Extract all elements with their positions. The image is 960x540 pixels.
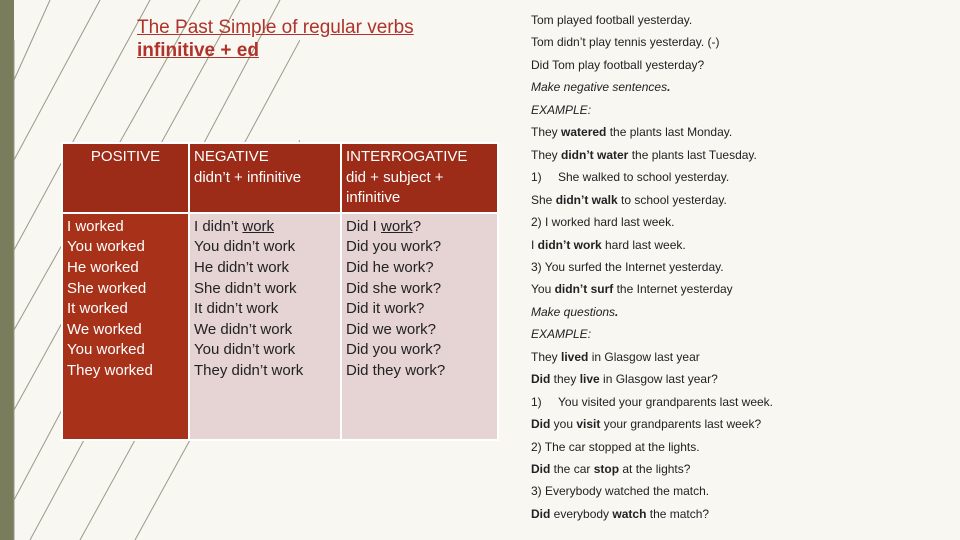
interrogative-prefix: Did I: [346, 217, 382, 235]
positive-item: We worked: [67, 320, 142, 338]
emphasis-text: didn’t work: [537, 237, 602, 252]
title-line-1: The Past Simple of regular verbs: [137, 17, 414, 38]
negative-prefix: I didn’t: [194, 217, 243, 235]
exercise-text: EXAMPLE:: [531, 327, 592, 342]
exercise-text: Tom didn’t play tennis yesterday. (-): [531, 35, 720, 50]
negative-verb-underlined: work: [242, 217, 275, 235]
interrogative-item: Did you work?: [346, 341, 442, 359]
negative-item: They didn’t work: [194, 361, 304, 379]
exercise-text: You visited your grandparents last week.: [558, 394, 774, 409]
header-negative: [189, 143, 341, 213]
exercise-text: Did Tom play football yesterday?: [531, 57, 705, 72]
slide-title: [137, 16, 414, 62]
title-line-2: infinitive + ed: [137, 40, 259, 61]
interrogative-verb-underlined: work: [381, 217, 413, 235]
exercise-text: I: [531, 237, 538, 252]
positive-item: He worked: [67, 258, 139, 276]
exercise-line: [531, 395, 773, 409]
emphasis-text: .: [615, 304, 619, 319]
exercise-line: [531, 58, 704, 72]
header-interrogative: [341, 143, 498, 213]
interrogative-column: [341, 213, 498, 440]
exercise-text: She: [531, 192, 556, 207]
positive-item: You worked: [67, 341, 145, 359]
interrogative-item: Did we work?: [346, 320, 437, 338]
interrogative-item: Did she work?: [346, 279, 442, 297]
exercise-text: You: [531, 282, 555, 297]
exercise-line: [531, 193, 727, 207]
table-header-row: [62, 143, 498, 213]
exercise-line: [531, 305, 618, 319]
exercise-text: They: [531, 125, 562, 140]
exercise-line: [531, 215, 674, 229]
negative-item: It didn’t work: [194, 300, 279, 318]
interrogative-item: Did they work?: [346, 361, 446, 379]
negative-item: He didn’t work: [194, 258, 290, 276]
exercise-text: the plants last Monday.: [606, 125, 733, 140]
exercise-text: in Glasgow last year?: [599, 372, 718, 387]
positive-item: I worked: [67, 217, 124, 235]
exercise-line: [531, 170, 729, 184]
header-positive: [62, 143, 189, 213]
header-interrogative-label: INTERROGATIVE: [346, 148, 468, 165]
exercise-line: [531, 13, 692, 27]
exercise-line: [531, 125, 732, 139]
interrogative-item: Did he work?: [346, 258, 434, 276]
exercise-text: your grandparents last week?: [600, 417, 762, 432]
negative-item: [194, 217, 336, 238]
exercise-text: in Glasgow last year: [588, 349, 700, 364]
exercise-line: [531, 103, 591, 117]
exercise-line: [531, 260, 724, 274]
exercise-line: [531, 80, 670, 94]
interrogative-item: [346, 217, 493, 238]
exercise-text: the car: [550, 462, 594, 476]
positive-item: She worked: [67, 279, 147, 297]
exercise-text: everybody: [550, 506, 613, 521]
exercise-text: They: [531, 147, 562, 162]
emphasis-text: lived: [561, 349, 589, 364]
header-negative-formula: didn’t + infinitive: [194, 168, 302, 186]
exercise-text: to school yesterday.: [617, 192, 727, 207]
emphasis-text: didn’t surf: [554, 282, 614, 297]
negative-item: We didn’t work: [194, 320, 293, 338]
header-interrogative-formula-1: did + subject +: [346, 168, 444, 186]
positive-item: It worked: [67, 300, 128, 318]
negative-item: You didn’t work: [194, 238, 296, 256]
interrogative-item: Did you work?: [346, 238, 442, 256]
exercise-line: [531, 148, 757, 162]
exercise-text: Make negative sentences: [531, 80, 668, 95]
exercise-text: the Internet yesterday: [613, 282, 733, 297]
exercise-text: Tom played football yesterday.: [531, 13, 693, 27]
exercise-line: [531, 440, 700, 454]
exercise-line: [531, 238, 686, 252]
exercise-text: you: [550, 417, 577, 432]
emphasis-text: live: [579, 372, 600, 387]
positive-item: They worked: [67, 361, 153, 379]
positive-column: [62, 213, 189, 440]
interrogative-suffix: ?: [412, 217, 422, 235]
exercise-line: [531, 484, 709, 498]
negative-column: [189, 213, 341, 440]
emphasis-text: Did: [531, 506, 551, 521]
exercise-line: [531, 462, 690, 476]
emphasis-text: watch: [612, 506, 647, 521]
exercise-text: 3) Everybody watched the match.: [531, 484, 710, 499]
header-positive-label: POSITIVE: [90, 148, 161, 165]
header-negative-label: NEGATIVE: [194, 148, 269, 165]
emphasis-text: didn’t walk: [555, 192, 618, 207]
exercise-text: 2) I worked hard last week.: [531, 215, 675, 230]
exercise-text: the plants last Tuesday.: [628, 147, 757, 162]
exercise-text: at the lights?: [619, 462, 691, 476]
exercise-text: She walked to school yesterday.: [558, 170, 730, 185]
negative-item: You didn’t work: [194, 341, 296, 359]
emphasis-text: visit: [576, 417, 601, 432]
positive-item: You worked: [67, 238, 145, 256]
header-interrogative-formula-2: infinitive: [346, 189, 401, 207]
emphasis-text: Did: [531, 372, 551, 387]
exercise-line: [531, 327, 591, 341]
exercise-line: [531, 35, 720, 49]
emphasis-text: watered: [561, 125, 607, 140]
exercise-text: EXAMPLE:: [531, 102, 592, 117]
emphasis-text: didn’t water: [561, 147, 629, 162]
exercise-text: They: [531, 349, 562, 364]
exercise-text: Make questions: [531, 304, 616, 319]
exercise-text: the match?: [646, 506, 710, 521]
exercise-text: 3) You surfed the Internet yesterday.: [531, 259, 724, 274]
exercise-line: [531, 507, 709, 521]
table-body-row: [62, 213, 498, 440]
exercise-text: hard last week.: [601, 237, 686, 252]
emphasis-text: Did: [531, 417, 551, 432]
exercise-line: [531, 372, 718, 386]
interrogative-item: Did it work?: [346, 300, 425, 318]
exercise-number: 1): [531, 170, 542, 185]
emphasis-text: .: [667, 80, 671, 95]
emphasis-text: Did: [531, 462, 551, 476]
grammar-table: [61, 142, 499, 441]
emphasis-text: stop: [593, 462, 620, 476]
exercise-number: 1): [531, 394, 542, 409]
exercise-line: [531, 282, 733, 296]
exercise-line: [531, 350, 700, 364]
exercise-text: they: [550, 372, 580, 387]
exercise-text: 2) The car stopped at the lights.: [531, 439, 700, 454]
exercise-line: [531, 417, 761, 431]
negative-item: She didn’t work: [194, 279, 297, 297]
